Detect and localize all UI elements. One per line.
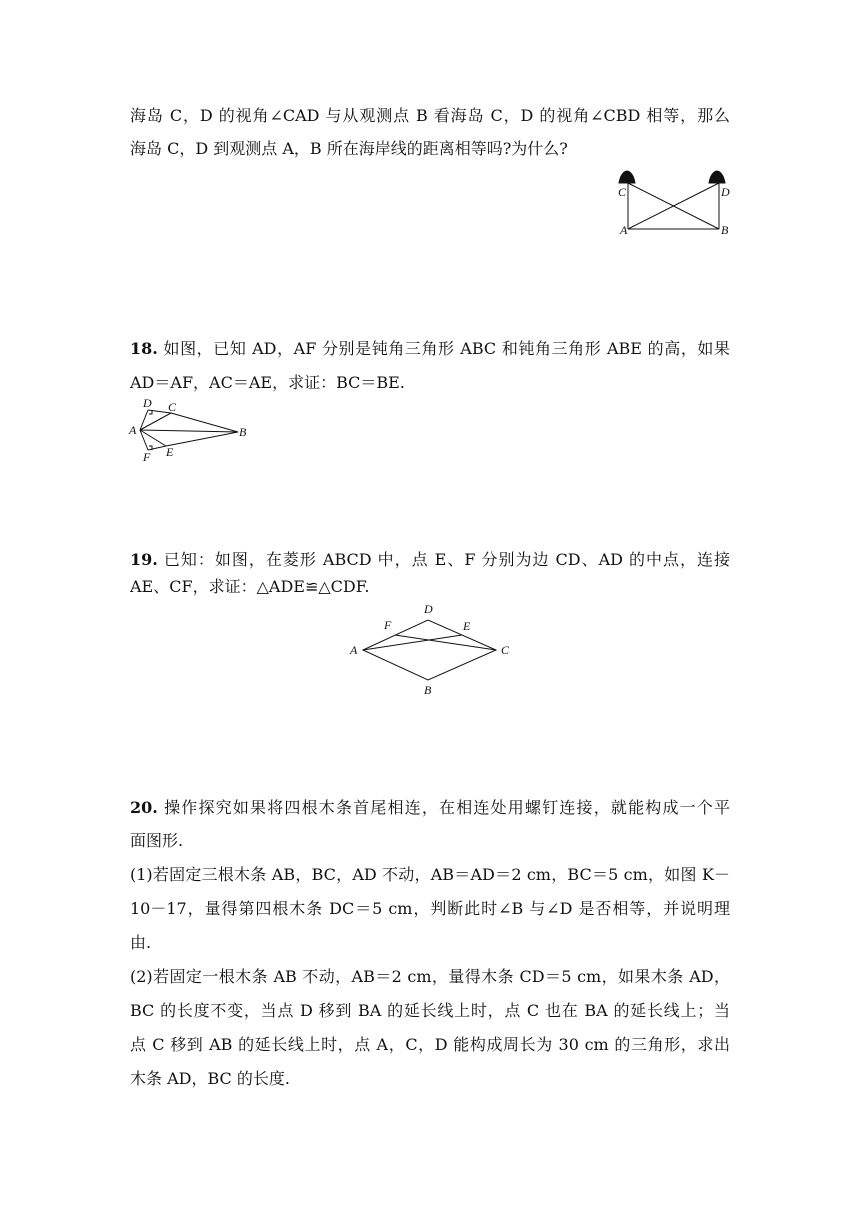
q20-number: 20. (130, 798, 158, 817)
label-b: B (239, 425, 247, 439)
island-c-icon (619, 171, 635, 183)
q19-text-1: 已知：如图，在菱形 ABCD 中，点 E、F 分别为边 CD、AD 的中点，连接 (163, 550, 730, 569)
q20-line-6: (2)若固定一根木条 AB 不动，AB＝2 cm，量得木条 CD＝5 cm，如果木条 AD， (130, 967, 730, 986)
label-d: D (143, 396, 152, 410)
label-f: F (384, 618, 392, 632)
q17-figure (615, 168, 735, 240)
q18-line-1 (130, 339, 730, 359)
q20-line-7: BC 的长度不变，当点 D 移到 BA 的延长线上时，点 C 也在 BA 的延长线上；当 (130, 1001, 730, 1020)
label-b: B (721, 223, 729, 237)
q20-text-1: 操作探究如果将四根木条首尾相连，在相连处用螺钉连接，就能构成一个平 (164, 798, 730, 817)
label-d: D (721, 185, 730, 199)
label-c: C (501, 643, 510, 657)
q19-line-2: AE、CF，求证：△ADE≌△CDF. (130, 577, 370, 596)
label-a: A (620, 223, 628, 237)
label-c: C (618, 185, 627, 199)
q18-line-2: AD＝AF，AC＝AE，求证：BC＝BE. (130, 373, 405, 392)
q20-line-4: 10－17，量得第四根木条 DC＝5 cm，判断此时∠B 与∠D 是否相等，并说明理 (130, 899, 730, 918)
q18-text-1: 如图，已知 AD，AF 分别是钝角三角形 ABC 和钝角三角形 ABE 的高，如果 (163, 339, 730, 358)
q18-number: 18. (130, 339, 158, 358)
label-e: E (166, 445, 174, 459)
q20-line-1 (130, 798, 730, 818)
q20-line-2: 面图形. (130, 831, 184, 850)
q20-line-8: 点 C 移到 AB 的延长线上时，点 A，C，D 能构成周长为 30 cm 的三角形，求出 (130, 1035, 730, 1054)
label-b: B (424, 683, 432, 697)
island-d-icon (709, 171, 725, 183)
q18-figure (128, 394, 258, 464)
label-a: A (129, 423, 137, 437)
q17-line-2: 海岛 C，D 到观测点 A，B 所在海岸线的距离相等吗?为什么? (130, 139, 568, 158)
label-c: C (168, 400, 177, 414)
q20-line-3: (1)若固定三根木条 AB，BC，AD 不动，AB＝AD＝2 cm，BC＝5 cm，如图 K－ (130, 865, 730, 884)
label-f: F (143, 450, 151, 464)
q19-line-1 (130, 550, 730, 570)
q20-line-9: 木条 AD，BC 的长度. (130, 1069, 290, 1088)
rhombus-abcd (363, 620, 496, 680)
label-d: D (424, 602, 433, 616)
q19-number: 19. (130, 550, 158, 569)
label-e: E (463, 619, 471, 633)
label-a: A (350, 643, 358, 657)
q17-line-1: 海岛 C，D 的视角∠CAD 与从观测点 B 看海岛 C，D 的视角∠CBD 相等，那么 (130, 106, 730, 125)
q19-figure (345, 600, 525, 700)
q20-line-5: 由. (130, 933, 152, 952)
